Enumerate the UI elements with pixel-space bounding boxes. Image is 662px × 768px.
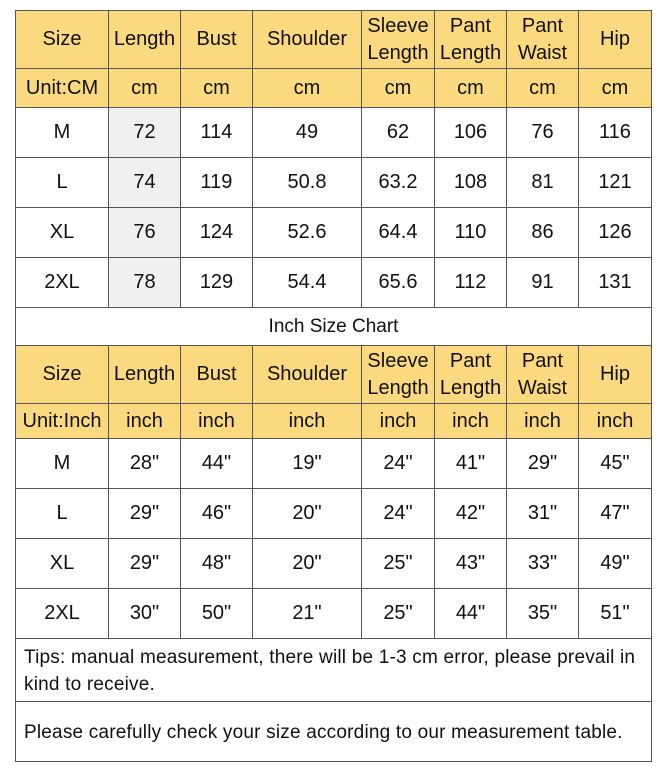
inch-chart-caption: Inch Size Chart <box>16 308 652 346</box>
table-row <box>16 108 652 158</box>
measurement-cell: 28" <box>109 439 181 489</box>
measurement-cell: 81 <box>507 158 579 208</box>
column-header-text: Shoulder <box>266 28 348 50</box>
column-header-text: Hip <box>599 28 630 50</box>
measurement-cell: 116 <box>579 108 652 158</box>
measurement-cell: 46" <box>181 489 253 539</box>
table-row <box>16 158 652 208</box>
column-header-text: Waist <box>517 376 568 399</box>
measurement-cell: 91 <box>507 258 579 308</box>
column-header-text: Sleeve <box>367 349 429 372</box>
measurement-cell: 124 <box>181 208 253 258</box>
column-header-text: Length <box>439 376 502 399</box>
measurement-cell: 44" <box>181 439 253 489</box>
measurement-cell: 48" <box>181 539 253 589</box>
measurement-cell: 86 <box>507 208 579 258</box>
measurement-cell: 49 <box>253 108 362 158</box>
column-header-text: Length <box>113 28 176 50</box>
unit-cell: inch <box>109 404 181 439</box>
measurement-cell: 121 <box>579 158 652 208</box>
unit-cell: cm <box>181 69 253 108</box>
measurement-cell: 20" <box>253 539 362 589</box>
measurement-cell: 19" <box>253 439 362 489</box>
measurement-cell: 119 <box>181 158 253 208</box>
table-row <box>16 489 652 539</box>
column-header-text: Length <box>367 376 429 399</box>
measurement-cell: 21" <box>253 589 362 639</box>
column-header <box>253 346 362 404</box>
column-header-text: Length <box>367 41 429 64</box>
measurement-cell: 41" <box>435 439 507 489</box>
column-header-text: Hip <box>599 363 630 385</box>
measurement-cell: 45" <box>579 439 652 489</box>
measurement-cell: 49" <box>579 539 652 589</box>
measurement-cell: 35" <box>507 589 579 639</box>
inch_table-header-row <box>16 346 652 404</box>
column-header-text: Length <box>113 363 176 385</box>
table-row <box>16 258 652 308</box>
measurement-cell: 64.4 <box>362 208 435 258</box>
measurement-cell: 24" <box>362 489 435 539</box>
size-label: 2XL <box>16 258 109 308</box>
unit-cell: cm <box>109 69 181 108</box>
measurement-cell: 29" <box>507 439 579 489</box>
measurement-cell: 126 <box>579 208 652 258</box>
measurement-cell: 51" <box>579 589 652 639</box>
measurement-cell: 52.6 <box>253 208 362 258</box>
unit-label: Unit:Inch <box>16 404 109 439</box>
table-row <box>16 589 652 639</box>
measurement-cell: 47" <box>579 489 652 539</box>
column-header <box>253 11 362 69</box>
column-header-text: Shoulder <box>266 363 348 385</box>
measurement-cell: 30" <box>109 589 181 639</box>
column-header-text: Pant <box>449 349 492 372</box>
column-header <box>16 346 109 404</box>
tips-text: Tips: manual measurement, there will be 1-3 cm error, please prevail in kind to receive. <box>16 639 652 702</box>
size-label: L <box>16 158 109 208</box>
column-header-text: Length <box>439 41 502 64</box>
measurement-cell: 114 <box>181 108 253 158</box>
measurement-cell: 50.8 <box>253 158 362 208</box>
column-header-text: Size <box>42 28 82 50</box>
measurement-cell: 29" <box>109 489 181 539</box>
cm_table-header-row <box>16 11 652 69</box>
measurement-cell: 110 <box>435 208 507 258</box>
measurement-cell: 62 <box>362 108 435 158</box>
size-check-note-row <box>16 702 652 762</box>
column-header <box>507 346 579 404</box>
unit-cell: inch <box>435 404 507 439</box>
column-header <box>435 11 507 69</box>
measurement-cell: 31" <box>507 489 579 539</box>
column-header-text: Sleeve <box>367 14 429 37</box>
column-header <box>362 346 435 404</box>
measurement-cell: 78 <box>109 258 181 308</box>
measurement-cell: 33" <box>507 539 579 589</box>
column-header-text: Bust <box>196 28 237 50</box>
unit-cell: inch <box>362 404 435 439</box>
unit-cell: cm <box>253 69 362 108</box>
measurement-cell: 25" <box>362 539 435 589</box>
measurement-cell: 76 <box>507 108 579 158</box>
size-label: XL <box>16 208 109 258</box>
column-header <box>181 346 253 404</box>
size-label: L <box>16 489 109 539</box>
column-header-text: Bust <box>196 363 237 385</box>
column-header <box>579 346 652 404</box>
column-header-text: Size <box>42 363 82 385</box>
size-check-note: Please carefully check your size according to our measurement table. <box>16 702 652 762</box>
table-row <box>16 439 652 489</box>
measurement-cell: 108 <box>435 158 507 208</box>
column-header <box>507 11 579 69</box>
measurement-cell: 72 <box>109 108 181 158</box>
column-header-text: Pant <box>521 349 564 372</box>
cm_table-unit-row <box>16 69 652 108</box>
measurement-cell: 54.4 <box>253 258 362 308</box>
measurement-cell: 129 <box>181 258 253 308</box>
measurement-cell: 131 <box>579 258 652 308</box>
size-label: XL <box>16 539 109 589</box>
tips-text-row <box>16 639 652 702</box>
size-label: 2XL <box>16 589 109 639</box>
unit-cell: inch <box>579 404 652 439</box>
measurement-cell: 24" <box>362 439 435 489</box>
column-header <box>435 346 507 404</box>
measurement-cell: 50" <box>181 589 253 639</box>
measurement-cell: 29" <box>109 539 181 589</box>
unit-label: Unit:CM <box>16 69 109 108</box>
column-header-text: Pant <box>449 14 492 37</box>
unit-cell: inch <box>181 404 253 439</box>
measurement-cell: 63.2 <box>362 158 435 208</box>
column-header-text: Pant <box>521 14 564 37</box>
size-label: M <box>16 439 109 489</box>
column-header <box>579 11 652 69</box>
column-header <box>181 11 253 69</box>
unit-cell: inch <box>507 404 579 439</box>
unit-cell: cm <box>435 69 507 108</box>
table-row <box>16 208 652 258</box>
column-header-text: Waist <box>517 41 568 64</box>
unit-cell: cm <box>507 69 579 108</box>
column-header <box>109 346 181 404</box>
measurement-cell: 44" <box>435 589 507 639</box>
measurement-cell: 76 <box>109 208 181 258</box>
measurement-cell: 43" <box>435 539 507 589</box>
measurement-cell: 74 <box>109 158 181 208</box>
unit-cell: cm <box>362 69 435 108</box>
unit-cell: cm <box>579 69 652 108</box>
table-row <box>16 539 652 589</box>
unit-cell: inch <box>253 404 362 439</box>
size-table <box>15 10 652 762</box>
measurement-cell: 112 <box>435 258 507 308</box>
column-header <box>109 11 181 69</box>
inch_table-unit-row <box>16 404 652 439</box>
column-header <box>362 11 435 69</box>
inch-chart-caption-row <box>16 308 652 346</box>
measurement-cell: 25" <box>362 589 435 639</box>
measurement-cell: 42" <box>435 489 507 539</box>
size-label: M <box>16 108 109 158</box>
measurement-cell: 65.6 <box>362 258 435 308</box>
measurement-cell: 20" <box>253 489 362 539</box>
measurement-cell: 106 <box>435 108 507 158</box>
size-chart <box>15 10 651 762</box>
column-header <box>16 11 109 69</box>
